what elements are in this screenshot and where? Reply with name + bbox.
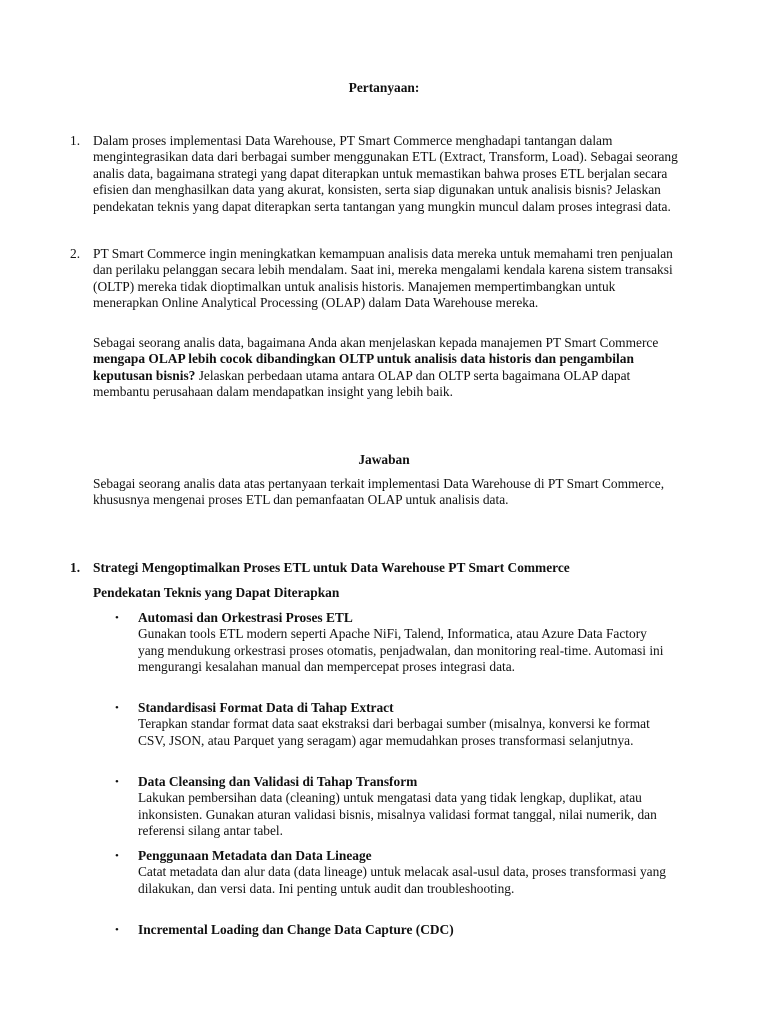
bullet-item: [115, 700, 675, 749]
question-text: PT Smart Commerce ingin meningkatkan kemampuan analisis data mereka untuk memahami tren penjualan dan perilaku pelanggan secara lebih mendalam. Saat ini, mereka mengalami kendala karena sistem transaksi (OLTP) mereka tidak dioptimalkan untuk analisis historis. Manajemen mempertimbangkan untuk menerapkan Online Analytical Processing (OLAP) dalam Data Warehouse mereka.: [93, 246, 673, 311]
bullet-text: Gunakan tools ETL modern seperti Apache NiFi, Talend, Informatica, atau Azure Data Factory yang mendukung orkestrasi proses otomatis, penjadwalan, dan monitoring real-time. Automasi ini mengurangi kesalahan manual dan mempercepat proses integrasi data.: [138, 626, 664, 675]
bullet-item: [115, 848, 675, 897]
followup-text-end: Jelaskan perbedaan utama antara OLAP dan OLTP serta bagaimana OLAP dapat membantu perusahaan dalam mendapatkan insight yang lebih baik.: [93, 367, 631, 400]
bullet-text: Catat metadata dan alur data (data lineage) untuk melacak asal-usul data, proses transformasi yang dilakukan, dan versi data. Ini penting untuk audit dan troubleshooting.: [138, 864, 666, 896]
bullet-icon: •: [115, 924, 119, 936]
question-followup: [93, 335, 680, 401]
bullet-text: Lakukan pembersihan data (cleaning) untuk mengatasi data yang tidak lengkap, duplikat, atau inkonsisten. Gunakan aturan validasi bisnis, misalnya validasi format tanggal, nilai numerik, dan referensi silang antar tabel.: [138, 790, 657, 839]
section-subtitle: Pendekatan Teknis yang Dapat Diterapkan: [93, 585, 340, 600]
bullet-icon: •: [115, 850, 119, 862]
bullet-title: Penggunaan Metadata dan Data Lineage: [138, 848, 372, 863]
answer-title: Jawaban: [358, 452, 410, 467]
bullet-title: Incremental Loading dan Change Data Capture (CDC): [138, 922, 454, 937]
bullet-item: [115, 774, 675, 840]
section-title: Strategi Mengoptimalkan Proses ETL untuk Data Warehouse PT Smart Commerce: [93, 560, 570, 575]
bullet-text: Terapkan standar format data saat ekstraksi dari berbagai sumber (misalnya, konversi ke format CSV, JSON, atau Parquet yang seragam) agar memudahkan proses transformasi selanjutnya.: [138, 716, 650, 748]
question-number: 2.: [70, 246, 81, 261]
section-number: 1.: [70, 560, 81, 575]
question-item-1: [70, 133, 680, 215]
bullet-item: [115, 922, 675, 938]
bullet-item: [115, 610, 675, 676]
bullet-icon: •: [115, 612, 119, 624]
answer-intro: Sebagai seorang analis data atas pertanyaan terkait implementasi Data Warehouse di PT Smart Commerce, khususnya mengenai proses ETL dan pemanfaatan OLAP untuk analisis data.: [93, 476, 665, 508]
question-item-2: [70, 246, 680, 312]
bullet-icon: •: [115, 702, 119, 714]
bullet-title: Data Cleansing dan Validasi di Tahap Transform: [138, 774, 418, 789]
document-title: Pertanyaan:: [348, 80, 420, 95]
section-heading: [70, 560, 680, 576]
bullet-title: Automasi dan Orkestrasi Proses ETL: [138, 610, 353, 625]
question-text: Dalam proses implementasi Data Warehouse, PT Smart Commerce menghadapi tantangan dalam mengintegrasikan data dari berbagai sumber menggunakan ETL (Extract, Transform, Load). Sebagai seorang analis data, bagaimana strategi yang dapat diterapkan untuk memastikan bahwa proses ETL berjalan secara efisien dan menghasilkan data yang akurat, konsisten, serta siap digunakan untuk analisis bisnis? Jelaskan pendekatan teknis yang dapat diterapkan serta tantangan yang mungkin muncul dalam proses integrasi data.: [93, 133, 678, 214]
question-number: 1.: [70, 133, 81, 148]
bullet-icon: •: [115, 776, 119, 788]
bullet-title: Standardisasi Format Data di Tahap Extract: [138, 700, 394, 715]
followup-text: Sebagai seorang analis data, bagaimana Anda akan menjelaskan kepada manajemen PT Smart Commerce: [93, 335, 659, 350]
followup-emphasis: mengapa OLAP lebih cocok dibandingkan OLTP untuk analisis data historis dan pengambilan keputusan bisnis?: [93, 351, 634, 383]
